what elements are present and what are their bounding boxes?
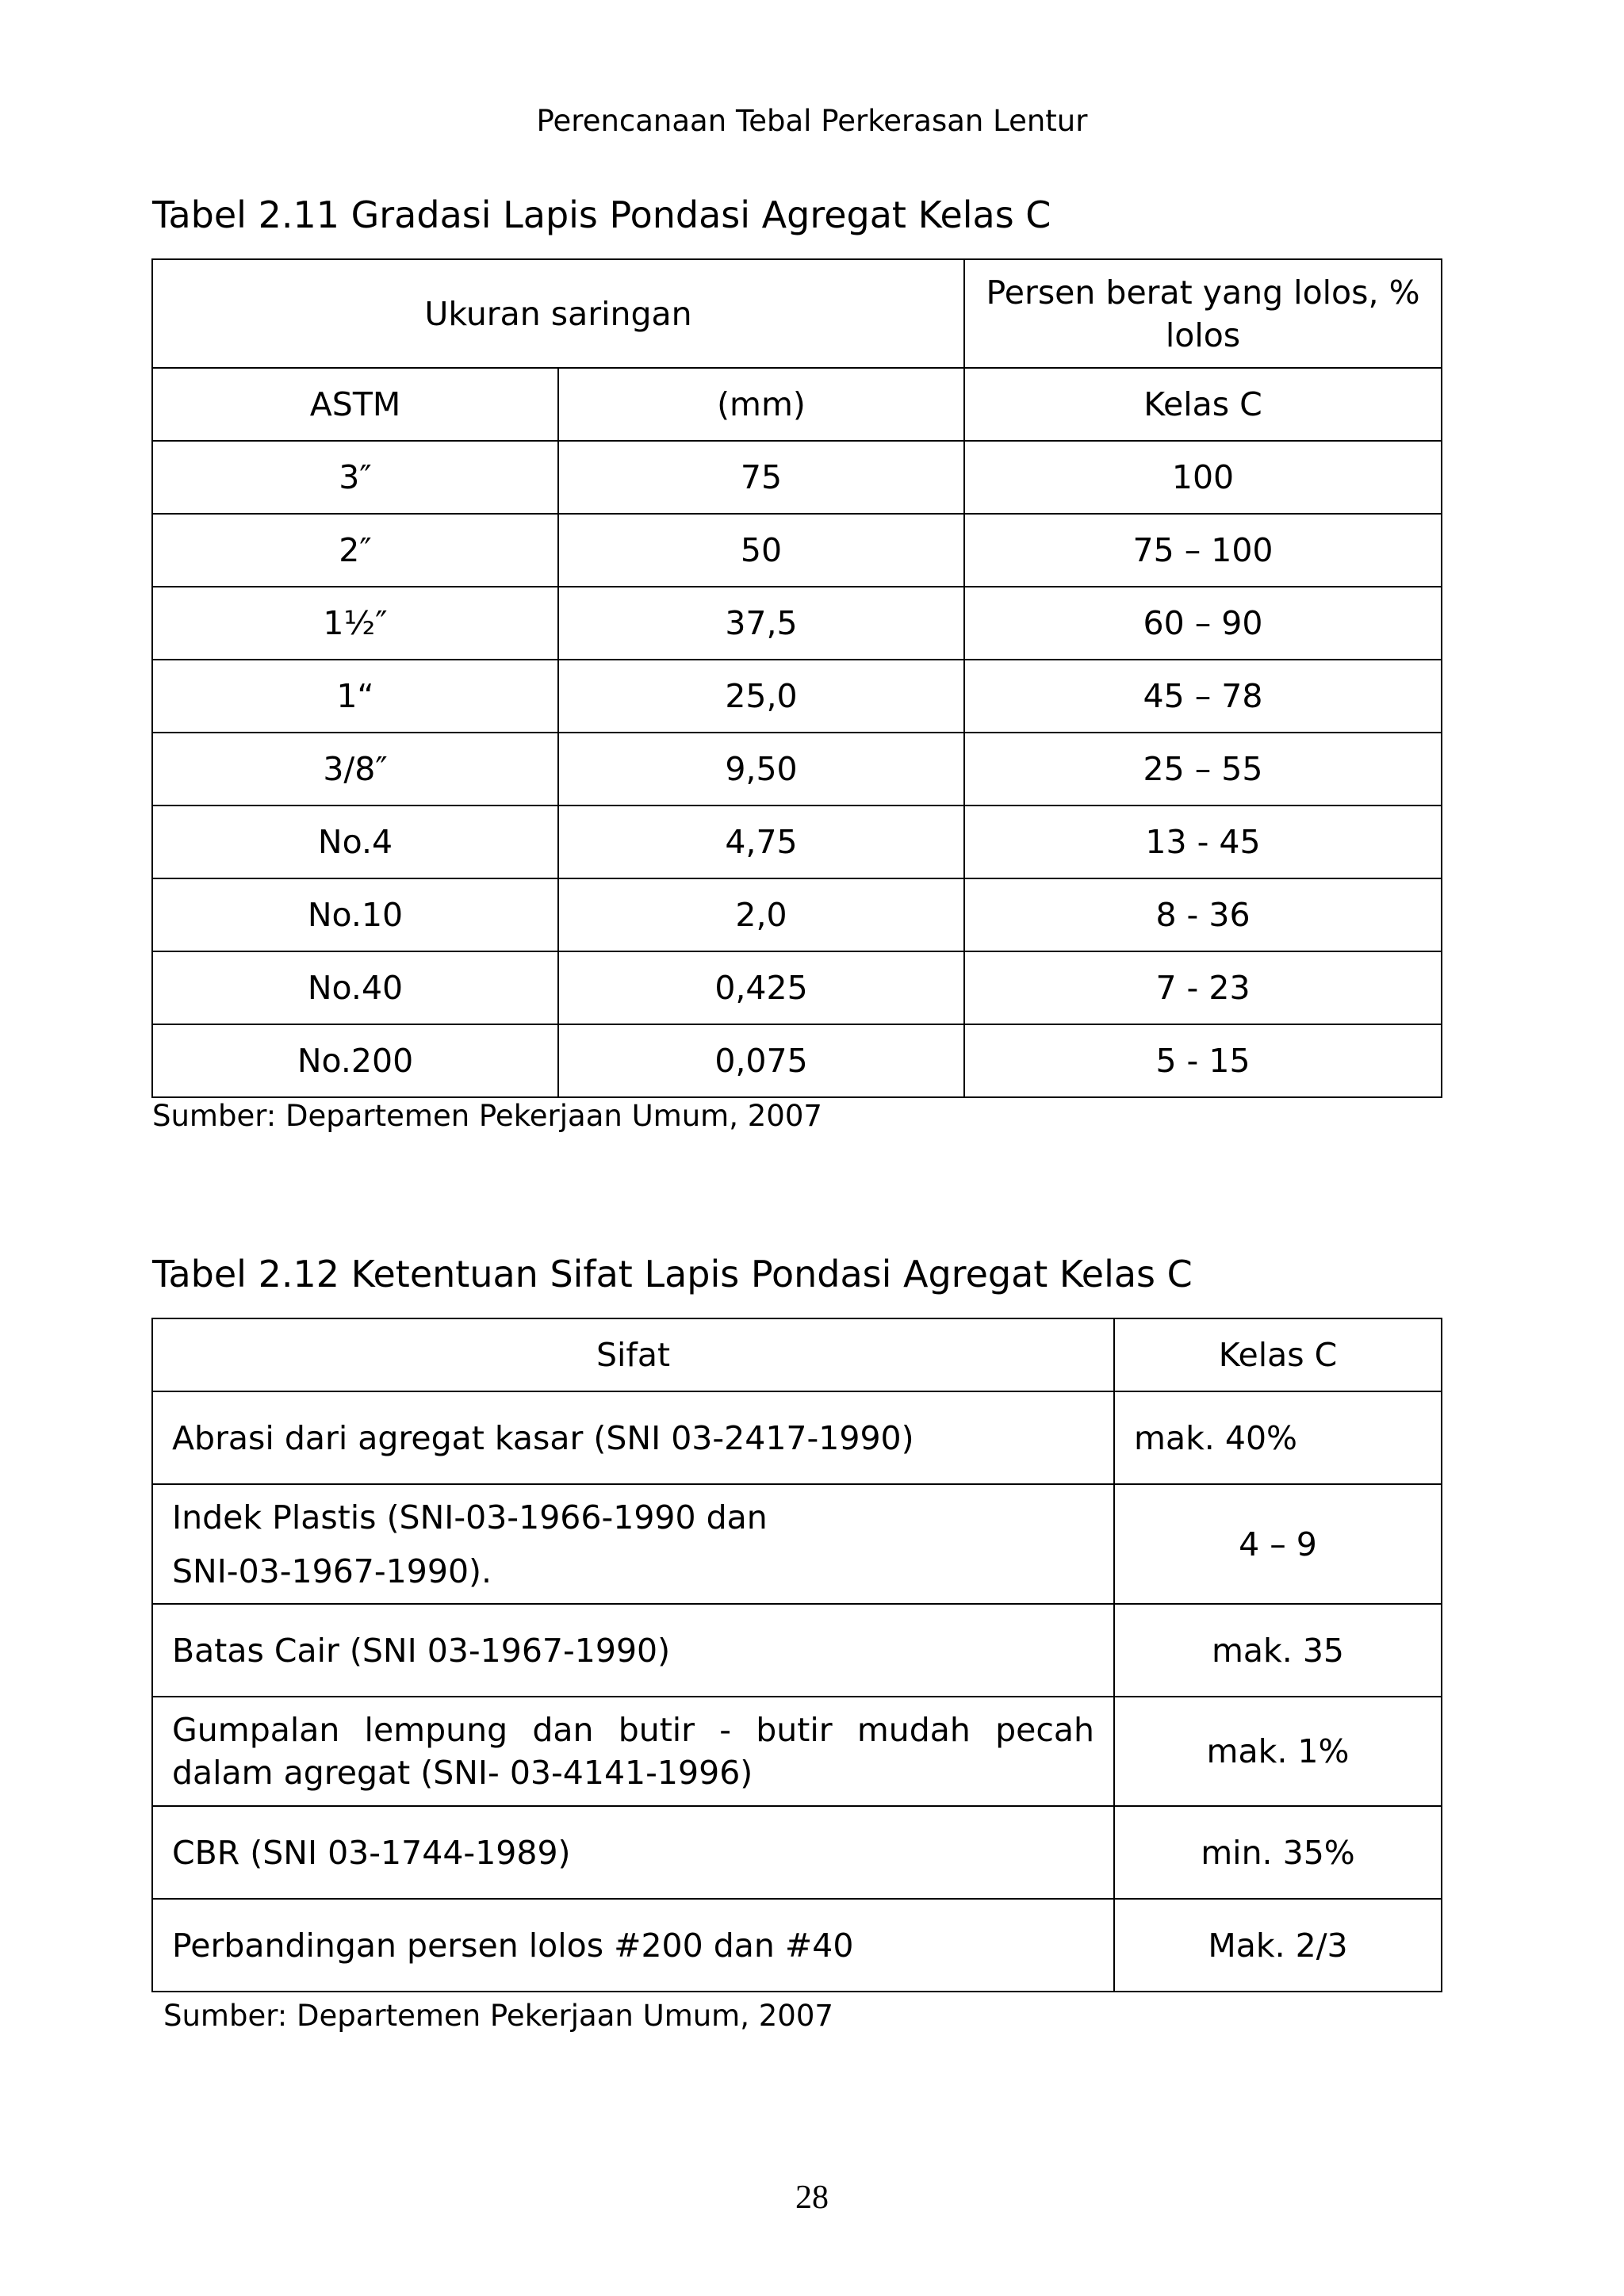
astm-cell: 1“ — [152, 660, 558, 733]
astm-cell: 2″ — [152, 514, 558, 587]
property-column-header: Sifat — [152, 1318, 1114, 1391]
property-line: Indek Plastis (SNI-03-1966-1990 dan — [172, 1498, 768, 1536]
pass-cell: 25 – 55 — [964, 733, 1442, 806]
value-cell: min. 35% — [1114, 1806, 1442, 1899]
page-number: 28 — [795, 2179, 829, 2216]
table1-subheader-row — [152, 368, 1442, 441]
table1-source: Sumber: Departemen Pekerjaan Umum, 2007 — [152, 1099, 822, 1133]
table2-header-row — [152, 1318, 1442, 1391]
mm-column-header: (mm) — [558, 368, 964, 441]
value-cell: 4 – 9 — [1114, 1484, 1442, 1604]
mm-cell: 37,5 — [558, 587, 964, 660]
property-cell: Perbandingan persen lolos #200 dan #40 — [152, 1899, 1114, 1992]
properties-table — [151, 1318, 1442, 1992]
property-cell: CBR (SNI 03-1744-1989) — [152, 1806, 1114, 1899]
table-row — [152, 1484, 1442, 1604]
mm-cell: 2,0 — [558, 878, 964, 951]
table2-source: Sumber: Departemen Pekerjaan Umum, 2007 — [163, 1999, 833, 2033]
astm-cell: 1½″ — [152, 587, 558, 660]
property-cell: Batas Cair (SNI 03-1967-1990) — [152, 1604, 1114, 1697]
table-row — [152, 1604, 1442, 1697]
astm-cell: No.10 — [152, 878, 558, 951]
table-row — [152, 587, 1442, 660]
property-cell — [152, 1484, 1114, 1604]
astm-cell: 3″ — [152, 441, 558, 514]
astm-cell: 3/8″ — [152, 733, 558, 806]
pass-cell: 8 - 36 — [964, 878, 1442, 951]
value-cell: mak. 35 — [1114, 1604, 1442, 1697]
table-row — [152, 806, 1442, 878]
table-row — [152, 660, 1442, 733]
mm-cell: 4,75 — [558, 806, 964, 878]
astm-cell: No.40 — [152, 951, 558, 1024]
table-row — [152, 1391, 1442, 1484]
pass-cell: 7 - 23 — [964, 951, 1442, 1024]
table-row — [152, 441, 1442, 514]
mm-cell: 75 — [558, 441, 964, 514]
value-cell: mak. 40% — [1114, 1391, 1442, 1484]
table-row — [152, 733, 1442, 806]
sieve-size-header: Ukuran saringan — [152, 259, 964, 368]
class-column-header: Kelas C — [964, 368, 1442, 441]
value-cell: Mak. 2/3 — [1114, 1899, 1442, 1992]
table1-header-row — [152, 259, 1442, 368]
percent-passing-header: Persen berat yang lolos, % lolos — [964, 259, 1442, 368]
running-header: Perencanaan Tebal Perkerasan Lentur — [536, 104, 1088, 138]
property-line: SNI-03-1967-1990). — [172, 1552, 492, 1590]
mm-cell: 25,0 — [558, 660, 964, 733]
pass-cell: 13 - 45 — [964, 806, 1442, 878]
astm-cell: No.4 — [152, 806, 558, 878]
table-row — [152, 514, 1442, 587]
table-row — [152, 1806, 1442, 1899]
table-row — [152, 1697, 1442, 1806]
astm-column-header: ASTM — [152, 368, 558, 441]
table-row — [152, 1899, 1442, 1992]
class-column-header: Kelas C — [1114, 1318, 1442, 1391]
gradation-table — [151, 258, 1442, 1098]
astm-cell: No.200 — [152, 1024, 558, 1097]
value-cell: mak. 1% — [1114, 1697, 1442, 1806]
mm-cell: 50 — [558, 514, 964, 587]
table-row — [152, 951, 1442, 1024]
mm-cell: 9,50 — [558, 733, 964, 806]
table2-caption: Tabel 2.12 Ketentuan Sifat Lapis Pondasi Agregat Kelas C — [152, 1253, 1193, 1295]
pass-cell: 60 – 90 — [964, 587, 1442, 660]
table-row — [152, 1024, 1442, 1097]
pass-cell: 100 — [964, 441, 1442, 514]
pass-cell: 5 - 15 — [964, 1024, 1442, 1097]
property-cell: Abrasi dari agregat kasar (SNI 03-2417-1990) — [152, 1391, 1114, 1484]
pass-cell: 75 – 100 — [964, 514, 1442, 587]
mm-cell: 0,075 — [558, 1024, 964, 1097]
table-row — [152, 878, 1442, 951]
property-cell: Gumpalan lempung dan butir - butir mudah pecah dalam agregat (SNI- 03-4141-1996) — [152, 1697, 1114, 1806]
table1-caption: Tabel 2.11 Gradasi Lapis Pondasi Agregat Kelas C — [152, 193, 1051, 236]
pass-cell: 45 – 78 — [964, 660, 1442, 733]
mm-cell: 0,425 — [558, 951, 964, 1024]
